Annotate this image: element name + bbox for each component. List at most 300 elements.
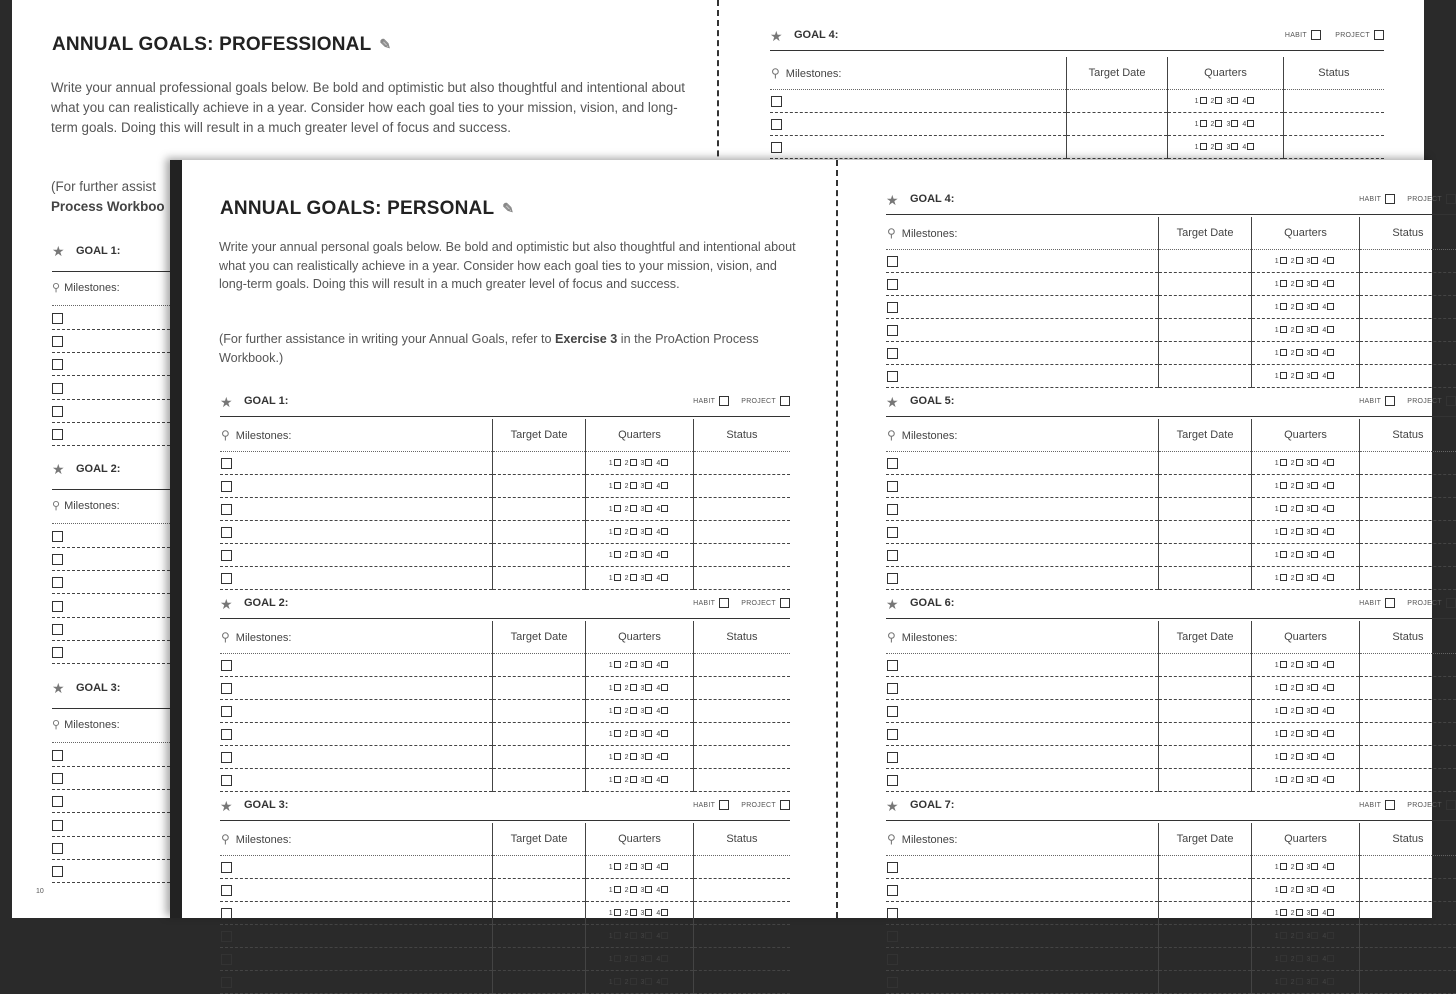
quarter-checkbox[interactable] (1327, 932, 1334, 939)
quarters-checkboxes[interactable]: 1 2 3 4 (586, 902, 694, 925)
quarters-checkboxes[interactable]: 1 2 3 4 (1252, 319, 1360, 342)
target-date-cell[interactable] (1158, 498, 1251, 521)
quarters-checkboxes[interactable]: 1 2 3 4 (586, 567, 694, 590)
quarter-checkbox[interactable] (645, 459, 652, 466)
quarters-checkboxes[interactable]: 1 2 3 4 (586, 654, 694, 677)
milestone-checkbox[interactable] (52, 531, 63, 542)
quarters-checkboxes[interactable]: 1 2 3 4 (1252, 452, 1360, 475)
target-date-cell[interactable] (492, 567, 585, 590)
target-date-cell[interactable] (492, 723, 585, 746)
quarter-checkbox[interactable] (614, 955, 621, 962)
target-date-cell[interactable] (1158, 856, 1251, 879)
milestone-checkbox[interactable] (771, 119, 782, 130)
quarter-checkbox[interactable] (661, 909, 668, 916)
project-checkbox[interactable] (1446, 800, 1456, 810)
quarter-checkbox[interactable] (1280, 776, 1287, 783)
target-date-cell[interactable] (1158, 677, 1251, 700)
milestone-checkbox[interactable] (221, 752, 232, 763)
quarter-checkbox[interactable] (1311, 459, 1318, 466)
quarter-checkbox[interactable] (1327, 326, 1334, 333)
target-date-cell[interactable] (492, 925, 585, 948)
quarters-checkboxes[interactable]: 1 2 3 4 (1252, 475, 1360, 498)
quarter-checkbox[interactable] (614, 753, 621, 760)
status-cell[interactable] (693, 925, 790, 948)
status-cell[interactable] (693, 677, 790, 700)
status-cell[interactable] (1359, 948, 1456, 971)
status-cell[interactable] (1359, 879, 1456, 902)
quarter-checkbox[interactable] (1296, 932, 1303, 939)
milestone-checkbox[interactable] (887, 660, 898, 671)
quarter-checkbox[interactable] (1327, 505, 1334, 512)
milestone-checkbox[interactable] (221, 729, 232, 740)
quarter-checkbox[interactable] (645, 730, 652, 737)
quarter-checkbox[interactable] (1311, 280, 1318, 287)
quarters-checkboxes[interactable]: 1 2 3 4 (586, 746, 694, 769)
milestone-checkbox[interactable] (221, 504, 232, 515)
quarter-checkbox[interactable] (1296, 863, 1303, 870)
status-cell[interactable] (1359, 654, 1456, 677)
milestone-checkbox[interactable] (52, 647, 63, 658)
quarter-checkbox[interactable] (614, 574, 621, 581)
quarter-checkbox[interactable] (1311, 978, 1318, 985)
quarter-checkbox[interactable] (1200, 120, 1207, 127)
target-date-cell[interactable] (1158, 567, 1251, 590)
quarter-checkbox[interactable] (1327, 459, 1334, 466)
quarter-checkbox[interactable] (1327, 528, 1334, 535)
quarter-checkbox[interactable] (1280, 978, 1287, 985)
quarter-checkbox[interactable] (1280, 730, 1287, 737)
quarter-checkbox[interactable] (1280, 257, 1287, 264)
quarter-checkbox[interactable] (614, 707, 621, 714)
quarter-checkbox[interactable] (1280, 886, 1287, 893)
status-cell[interactable] (1359, 700, 1456, 723)
quarter-checkbox[interactable] (1311, 349, 1318, 356)
status-cell[interactable] (693, 544, 790, 567)
target-date-cell[interactable] (492, 746, 585, 769)
target-date-cell[interactable] (492, 475, 585, 498)
milestone-checkbox[interactable] (887, 504, 898, 515)
quarters-checkboxes[interactable]: 1 2 3 4 (586, 879, 694, 902)
quarters-checkboxes[interactable]: 1 2 3 4 (1252, 296, 1360, 319)
quarter-checkbox[interactable] (1280, 909, 1287, 916)
target-date-cell[interactable] (492, 971, 585, 994)
quarter-checkbox[interactable] (1311, 955, 1318, 962)
milestone-checkbox[interactable] (52, 624, 63, 635)
quarters-checkboxes[interactable]: 1 2 3 4 (1168, 136, 1284, 159)
quarters-checkboxes[interactable]: 1 2 3 4 (1252, 879, 1360, 902)
status-cell[interactable] (693, 723, 790, 746)
quarter-checkbox[interactable] (1280, 707, 1287, 714)
quarter-checkbox[interactable] (645, 551, 652, 558)
quarters-checkboxes[interactable]: 1 2 3 4 (1252, 723, 1360, 746)
quarter-checkbox[interactable] (661, 459, 668, 466)
quarter-checkbox[interactable] (1327, 776, 1334, 783)
quarter-checkbox[interactable] (645, 909, 652, 916)
target-date-cell[interactable] (492, 498, 585, 521)
quarter-checkbox[interactable] (1311, 753, 1318, 760)
quarter-checkbox[interactable] (1296, 684, 1303, 691)
target-date-cell[interactable] (492, 544, 585, 567)
target-date-cell[interactable] (492, 879, 585, 902)
status-cell[interactable] (693, 948, 790, 971)
quarter-checkbox[interactable] (1247, 97, 1254, 104)
status-cell[interactable] (693, 971, 790, 994)
target-date-cell[interactable] (492, 856, 585, 879)
quarter-checkbox[interactable] (1231, 143, 1238, 150)
quarter-checkbox[interactable] (1296, 730, 1303, 737)
quarter-checkbox[interactable] (1311, 551, 1318, 558)
milestone-checkbox[interactable] (887, 325, 898, 336)
target-date-cell[interactable] (1158, 723, 1251, 746)
milestone-checkbox[interactable] (52, 554, 63, 565)
status-cell[interactable] (1359, 769, 1456, 792)
status-cell[interactable] (693, 498, 790, 521)
quarter-checkbox[interactable] (645, 932, 652, 939)
quarter-checkbox[interactable] (661, 932, 668, 939)
quarters-checkboxes[interactable]: 1 2 3 4 (1252, 521, 1360, 544)
quarter-checkbox[interactable] (1327, 863, 1334, 870)
milestone-checkbox[interactable] (52, 429, 63, 440)
quarter-checkbox[interactable] (1215, 120, 1222, 127)
milestone-checkbox[interactable] (52, 796, 63, 807)
milestone-checkbox[interactable] (221, 885, 232, 896)
quarter-checkbox[interactable] (1231, 97, 1238, 104)
quarter-checkbox[interactable] (645, 528, 652, 535)
status-cell[interactable] (1359, 342, 1456, 365)
quarter-checkbox[interactable] (1327, 978, 1334, 985)
target-date-cell[interactable] (1158, 544, 1251, 567)
quarter-checkbox[interactable] (645, 707, 652, 714)
quarter-checkbox[interactable] (614, 551, 621, 558)
quarter-checkbox[interactable] (1280, 753, 1287, 760)
quarter-checkbox[interactable] (1296, 505, 1303, 512)
quarter-checkbox[interactable] (1296, 349, 1303, 356)
quarter-checkbox[interactable] (1280, 280, 1287, 287)
milestone-checkbox[interactable] (221, 908, 232, 919)
project-checkbox[interactable] (780, 800, 790, 810)
quarter-checkbox[interactable] (1280, 551, 1287, 558)
quarter-checkbox[interactable] (630, 955, 637, 962)
quarter-checkbox[interactable] (614, 661, 621, 668)
quarter-checkbox[interactable] (645, 505, 652, 512)
habit-checkbox[interactable] (719, 800, 729, 810)
quarter-checkbox[interactable] (1311, 909, 1318, 916)
milestone-checkbox[interactable] (887, 348, 898, 359)
quarter-checkbox[interactable] (661, 482, 668, 489)
quarters-checkboxes[interactable]: 1 2 3 4 (1252, 342, 1360, 365)
quarters-checkboxes[interactable]: 1 2 3 4 (1252, 567, 1360, 590)
milestone-checkbox[interactable] (221, 977, 232, 988)
status-cell[interactable] (1283, 136, 1384, 159)
project-checkbox[interactable] (1446, 598, 1456, 608)
target-date-cell[interactable] (1158, 342, 1251, 365)
quarter-checkbox[interactable] (630, 482, 637, 489)
milestone-checkbox[interactable] (52, 383, 63, 394)
status-cell[interactable] (1359, 902, 1456, 925)
quarter-checkbox[interactable] (645, 776, 652, 783)
milestone-checkbox[interactable] (887, 954, 898, 965)
quarter-checkbox[interactable] (661, 684, 668, 691)
milestone-checkbox[interactable] (221, 458, 232, 469)
status-cell[interactable] (693, 769, 790, 792)
quarter-checkbox[interactable] (614, 978, 621, 985)
quarter-checkbox[interactable] (661, 528, 668, 535)
quarters-checkboxes[interactable]: 1 2 3 4 (1252, 948, 1360, 971)
quarter-checkbox[interactable] (630, 684, 637, 691)
quarters-checkboxes[interactable]: 1 2 3 4 (1252, 925, 1360, 948)
quarters-checkboxes[interactable]: 1 2 3 4 (1168, 113, 1284, 136)
milestone-checkbox[interactable] (887, 256, 898, 267)
target-date-cell[interactable] (492, 452, 585, 475)
quarters-checkboxes[interactable]: 1 2 3 4 (586, 677, 694, 700)
quarter-checkbox[interactable] (661, 574, 668, 581)
milestone-checkbox[interactable] (887, 302, 898, 313)
milestone-checkbox[interactable] (52, 359, 63, 370)
target-date-cell[interactable] (1158, 971, 1251, 994)
milestone-checkbox[interactable] (52, 773, 63, 784)
quarter-checkbox[interactable] (1311, 730, 1318, 737)
milestone-checkbox[interactable] (221, 573, 232, 584)
status-cell[interactable] (1359, 521, 1456, 544)
milestone-checkbox[interactable] (52, 601, 63, 612)
quarter-checkbox[interactable] (1327, 303, 1334, 310)
target-date-cell[interactable] (1066, 113, 1167, 136)
target-date-cell[interactable] (1158, 365, 1251, 388)
milestone-checkbox[interactable] (771, 142, 782, 153)
quarter-checkbox[interactable] (1296, 661, 1303, 668)
quarter-checkbox[interactable] (614, 459, 621, 466)
quarter-checkbox[interactable] (1231, 120, 1238, 127)
milestone-checkbox[interactable] (887, 931, 898, 942)
target-date-cell[interactable] (492, 700, 585, 723)
habit-checkbox[interactable] (1385, 598, 1395, 608)
quarter-checkbox[interactable] (645, 753, 652, 760)
quarter-checkbox[interactable] (630, 551, 637, 558)
milestone-checkbox[interactable] (221, 481, 232, 492)
status-cell[interactable] (693, 475, 790, 498)
milestone-checkbox[interactable] (887, 885, 898, 896)
quarter-checkbox[interactable] (1296, 955, 1303, 962)
quarters-checkboxes[interactable]: 1 2 3 4 (586, 723, 694, 746)
quarter-checkbox[interactable] (630, 886, 637, 893)
quarter-checkbox[interactable] (1311, 482, 1318, 489)
quarter-checkbox[interactable] (614, 776, 621, 783)
quarter-checkbox[interactable] (1311, 932, 1318, 939)
quarter-checkbox[interactable] (630, 459, 637, 466)
target-date-cell[interactable] (1158, 948, 1251, 971)
status-cell[interactable] (1359, 567, 1456, 590)
status-cell[interactable] (1359, 856, 1456, 879)
quarter-checkbox[interactable] (1327, 372, 1334, 379)
milestone-checkbox[interactable] (221, 954, 232, 965)
project-checkbox[interactable] (1446, 396, 1456, 406)
quarter-checkbox[interactable] (661, 551, 668, 558)
target-date-cell[interactable] (1158, 250, 1251, 273)
target-date-cell[interactable] (1066, 136, 1167, 159)
quarter-checkbox[interactable] (1296, 280, 1303, 287)
quarter-checkbox[interactable] (1327, 349, 1334, 356)
quarters-checkboxes[interactable]: 1 2 3 4 (1252, 365, 1360, 388)
target-date-cell[interactable] (1158, 296, 1251, 319)
quarter-checkbox[interactable] (1327, 482, 1334, 489)
quarter-checkbox[interactable] (630, 863, 637, 870)
status-cell[interactable] (693, 746, 790, 769)
milestone-checkbox[interactable] (771, 96, 782, 107)
quarter-checkbox[interactable] (1311, 661, 1318, 668)
milestone-checkbox[interactable] (221, 706, 232, 717)
quarter-checkbox[interactable] (1311, 303, 1318, 310)
target-date-cell[interactable] (492, 902, 585, 925)
quarter-checkbox[interactable] (1215, 143, 1222, 150)
quarter-checkbox[interactable] (1311, 574, 1318, 581)
quarter-checkbox[interactable] (630, 528, 637, 535)
quarter-checkbox[interactable] (1280, 932, 1287, 939)
status-cell[interactable] (1359, 723, 1456, 746)
quarters-checkboxes[interactable]: 1 2 3 4 (1252, 250, 1360, 273)
milestone-checkbox[interactable] (887, 706, 898, 717)
quarter-checkbox[interactable] (1311, 372, 1318, 379)
quarter-checkbox[interactable] (1327, 551, 1334, 558)
milestone-checkbox[interactable] (887, 371, 898, 382)
quarter-checkbox[interactable] (1280, 482, 1287, 489)
milestone-checkbox[interactable] (887, 458, 898, 469)
target-date-cell[interactable] (1158, 879, 1251, 902)
target-date-cell[interactable] (492, 769, 585, 792)
quarter-checkbox[interactable] (1296, 909, 1303, 916)
target-date-cell[interactable] (1158, 452, 1251, 475)
quarter-checkbox[interactable] (661, 730, 668, 737)
status-cell[interactable] (1359, 250, 1456, 273)
target-date-cell[interactable] (492, 654, 585, 677)
status-cell[interactable] (1359, 677, 1456, 700)
quarter-checkbox[interactable] (1280, 372, 1287, 379)
quarter-checkbox[interactable] (1311, 326, 1318, 333)
target-date-cell[interactable] (1158, 746, 1251, 769)
project-checkbox[interactable] (780, 396, 790, 406)
quarters-checkboxes[interactable]: 1 2 3 4 (586, 925, 694, 948)
quarter-checkbox[interactable] (614, 505, 621, 512)
quarters-checkboxes[interactable]: 1 2 3 4 (586, 521, 694, 544)
quarter-checkbox[interactable] (645, 661, 652, 668)
quarter-checkbox[interactable] (1280, 661, 1287, 668)
quarter-checkbox[interactable] (1296, 459, 1303, 466)
status-cell[interactable] (1359, 925, 1456, 948)
quarter-checkbox[interactable] (661, 661, 668, 668)
quarter-checkbox[interactable] (630, 574, 637, 581)
milestone-checkbox[interactable] (221, 931, 232, 942)
quarters-checkboxes[interactable]: 1 2 3 4 (1252, 856, 1360, 879)
milestone-checkbox[interactable] (887, 752, 898, 763)
quarter-checkbox[interactable] (1280, 303, 1287, 310)
target-date-cell[interactable] (1066, 90, 1167, 113)
milestone-checkbox[interactable] (887, 729, 898, 740)
status-cell[interactable] (1283, 90, 1384, 113)
quarter-checkbox[interactable] (1280, 505, 1287, 512)
quarter-checkbox[interactable] (1280, 574, 1287, 581)
quarters-checkboxes[interactable]: 1 2 3 4 (586, 948, 694, 971)
milestone-checkbox[interactable] (887, 481, 898, 492)
quarter-checkbox[interactable] (614, 528, 621, 535)
milestone-checkbox[interactable] (887, 775, 898, 786)
target-date-cell[interactable] (492, 948, 585, 971)
quarter-checkbox[interactable] (1280, 459, 1287, 466)
status-cell[interactable] (1359, 365, 1456, 388)
quarter-checkbox[interactable] (1327, 661, 1334, 668)
quarters-checkboxes[interactable]: 1 2 3 4 (1252, 677, 1360, 700)
milestone-checkbox[interactable] (221, 660, 232, 671)
target-date-cell[interactable] (1158, 769, 1251, 792)
quarter-checkbox[interactable] (1327, 909, 1334, 916)
quarter-checkbox[interactable] (661, 707, 668, 714)
quarter-checkbox[interactable] (1280, 955, 1287, 962)
quarter-checkbox[interactable] (1327, 684, 1334, 691)
quarter-checkbox[interactable] (1311, 684, 1318, 691)
quarter-checkbox[interactable] (645, 482, 652, 489)
quarter-checkbox[interactable] (1296, 776, 1303, 783)
status-cell[interactable] (1283, 113, 1384, 136)
quarter-checkbox[interactable] (630, 932, 637, 939)
status-cell[interactable] (1359, 273, 1456, 296)
quarter-checkbox[interactable] (614, 684, 621, 691)
quarters-checkboxes[interactable]: 1 2 3 4 (586, 498, 694, 521)
milestone-checkbox[interactable] (887, 573, 898, 584)
target-date-cell[interactable] (1158, 273, 1251, 296)
milestone-checkbox[interactable] (52, 843, 63, 854)
quarters-checkboxes[interactable]: 1 2 3 4 (1252, 746, 1360, 769)
quarter-checkbox[interactable] (645, 574, 652, 581)
quarter-checkbox[interactable] (1327, 707, 1334, 714)
quarter-checkbox[interactable] (1296, 886, 1303, 893)
target-date-cell[interactable] (1158, 475, 1251, 498)
habit-checkbox[interactable] (1311, 30, 1321, 40)
milestone-checkbox[interactable] (887, 279, 898, 290)
quarter-checkbox[interactable] (1311, 886, 1318, 893)
quarter-checkbox[interactable] (661, 776, 668, 783)
quarter-checkbox[interactable] (1280, 684, 1287, 691)
quarter-checkbox[interactable] (661, 978, 668, 985)
target-date-cell[interactable] (492, 677, 585, 700)
quarter-checkbox[interactable] (661, 753, 668, 760)
target-date-cell[interactable] (1158, 319, 1251, 342)
status-cell[interactable] (693, 700, 790, 723)
quarter-checkbox[interactable] (1296, 303, 1303, 310)
quarter-checkbox[interactable] (1327, 574, 1334, 581)
habit-checkbox[interactable] (719, 396, 729, 406)
quarter-checkbox[interactable] (645, 955, 652, 962)
status-cell[interactable] (693, 879, 790, 902)
quarters-checkboxes[interactable]: 1 2 3 4 (586, 700, 694, 723)
status-cell[interactable] (693, 567, 790, 590)
quarter-checkbox[interactable] (1296, 707, 1303, 714)
milestone-checkbox[interactable] (52, 336, 63, 347)
quarter-checkbox[interactable] (661, 955, 668, 962)
quarters-checkboxes[interactable]: 1 2 3 4 (586, 544, 694, 567)
quarters-checkboxes[interactable]: 1 2 3 4 (586, 856, 694, 879)
project-checkbox[interactable] (1446, 194, 1456, 204)
quarters-checkboxes[interactable]: 1 2 3 4 (586, 769, 694, 792)
quarter-checkbox[interactable] (1296, 528, 1303, 535)
quarter-checkbox[interactable] (1280, 349, 1287, 356)
milestone-checkbox[interactable] (887, 862, 898, 873)
status-cell[interactable] (693, 521, 790, 544)
quarter-checkbox[interactable] (1296, 482, 1303, 489)
milestone-checkbox[interactable] (52, 406, 63, 417)
quarter-checkbox[interactable] (1215, 97, 1222, 104)
quarters-checkboxes[interactable]: 1 2 3 4 (1252, 700, 1360, 723)
quarter-checkbox[interactable] (1247, 143, 1254, 150)
milestone-checkbox[interactable] (52, 313, 63, 324)
milestone-checkbox[interactable] (221, 527, 232, 538)
